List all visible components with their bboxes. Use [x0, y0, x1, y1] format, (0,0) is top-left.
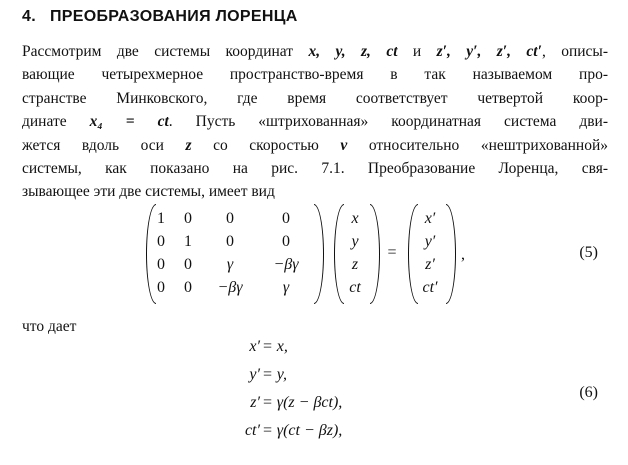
- math-primed-coordinates: z′, y′, z′, ct′: [436, 43, 542, 60]
- paragraph-line-5: [22, 134, 608, 157]
- equation-lhs: y′: [249, 366, 260, 383]
- vector-right-paren: [446, 204, 456, 304]
- matrix-cell: 0: [157, 256, 165, 273]
- matrix-cell: γ: [282, 279, 290, 296]
- vector-entry: ct: [349, 279, 361, 296]
- equation-lhs: x′: [249, 338, 260, 355]
- body-paragraph: [22, 40, 608, 204]
- equation-rhs: [262, 422, 342, 440]
- math-coordinates: x, y, z, ct: [308, 43, 398, 60]
- vector-entry: y: [351, 233, 359, 250]
- equals-sign: =: [387, 244, 397, 261]
- transition-text: что дает: [22, 318, 77, 335]
- paragraph-line-3: странстве Минковского, где время соответствует четвертой коор-: [22, 89, 608, 107]
- equation-rhs: [262, 366, 287, 384]
- equation-number-5: (5): [579, 244, 598, 261]
- equation-rhs-text: = x,: [262, 338, 288, 355]
- text-run: Рассмотрим две системы координат: [22, 43, 309, 60]
- matrix-cell: 1: [157, 210, 165, 227]
- matrix-cell: 0: [282, 233, 290, 250]
- paragraph-line-7: зывающее эти две системы, имеет вид: [22, 183, 275, 201]
- matrix-right-paren: [314, 204, 324, 304]
- matrix-cell: 0: [157, 279, 165, 296]
- section-title: ПРЕОБРАЗОВАНИЯ ЛОРЕНЦА: [49, 8, 298, 25]
- paragraph-line-1: [22, 40, 608, 63]
- matrix-cell: 0: [184, 256, 192, 273]
- equation-rhs: [262, 338, 288, 356]
- equation-rhs-text: = γ(z − βct),: [262, 394, 343, 411]
- text-run: жется вдоль оси: [22, 136, 186, 154]
- matrix-cell: 1: [184, 233, 192, 250]
- equation-number-6: (6): [579, 384, 598, 401]
- matrix-cell: γ: [226, 256, 234, 273]
- matrix-cell: −βγ: [273, 256, 299, 273]
- text-run: динате: [22, 113, 90, 131]
- equation-5: [146, 204, 626, 304]
- matrix-cell: 0: [282, 210, 290, 227]
- vector-right-paren: [370, 204, 380, 304]
- matrix-cell: 0: [184, 279, 192, 296]
- math-v: v: [340, 136, 348, 154]
- paragraph-line-4: [22, 110, 608, 133]
- text-run: и: [397, 43, 437, 60]
- equation-comma: ,: [461, 246, 465, 263]
- matrix-cell: 0: [226, 233, 234, 250]
- paragraph-line-6: системы, как показано на рис. 7.1. Преобразование Лоренца, свя-: [22, 160, 608, 178]
- section-heading: [22, 8, 298, 26]
- text-run: , описы-: [541, 43, 608, 60]
- equation-lhs: ct′: [244, 422, 260, 439]
- text-run: со скоростью: [191, 136, 341, 154]
- equation-rhs-text: = γ(ct − βz),: [262, 422, 343, 439]
- matrix-cell: 0: [184, 210, 192, 227]
- vector-entry: z′: [425, 256, 435, 273]
- text-run: . Пусть «штрихованная» координатная система дви-: [168, 113, 609, 131]
- matrix-cell: 0: [226, 210, 234, 227]
- equation-rhs: [262, 394, 342, 412]
- equation-rhs-text: = y,: [262, 366, 288, 383]
- vector-entry: y′: [424, 233, 436, 250]
- vector-entry: ct′: [422, 279, 438, 296]
- text-run: относительно «нештрихованной»: [347, 136, 608, 154]
- math-z: z: [185, 136, 192, 154]
- section-number: 4.: [22, 8, 36, 25]
- paragraph-line-2: вающие четырехмерное пространство-время в так называемом про-: [22, 66, 608, 84]
- matrix-cell: −βγ: [217, 279, 243, 296]
- matrix-cell: 0: [157, 233, 165, 250]
- equation-lhs: z′: [250, 394, 260, 411]
- vector-entry: x′: [424, 210, 436, 227]
- vector-entry: x: [351, 210, 359, 227]
- math-x4: x₄ = ct: [89, 113, 169, 131]
- vector-entry: z: [351, 256, 359, 273]
